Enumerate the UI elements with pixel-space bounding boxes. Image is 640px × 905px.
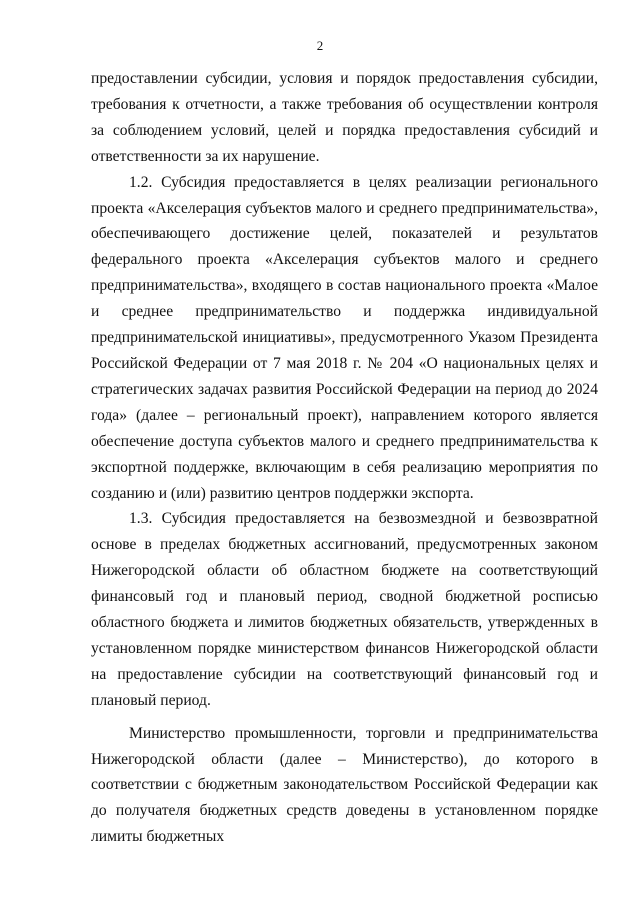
paragraph-1-2: 1.2. Субсидия предоставляется в целях реализации регионального проекта «Акселерация субъектов малого и среднего предпринимательства», обеспечивающего достижение целей, показателей и результатов федерального проекта «Акселерация субъектов малого и среднего предпринимательства», входящего в состав национального проекта «Малое и среднее предпринимательство и поддержка индивидуальной предпринимательской инициативы», предусмотренного Указом Президента Российской Федерации от 7 мая 2018 г. № 204 «О национальных целях и стратегических задачах развития Российской Федерации на период до 2024 года» (далее – региональный проект), направлением которого является обеспечение доступа субъектов малого и среднего предпринимательства к экспортной поддержке, включающим в себя реализацию мероприятия по созданию и (или) развитию центров поддержки экспорта. xyxy=(91,173,598,502)
paragraph-1-3: 1.3. Субсидия предоставляется на безвозмездной и безвозвратной основе в пределах бюджетных ассигнований, предусмотренных законом Нижегородской области об областном бюджете на соответствующий финансовый год и плановый период, сводной бюджетной росписью областного бюджета и лимитов бюджетных обязательств, утвержденных в установленном порядке министерством финансов Нижегородской области на предоставление субсидии на соответствующий финансовый год и плановый период. xyxy=(91,510,598,709)
page-number: 2 xyxy=(316,38,324,53)
paragraph-ministry: Министерство промышленности, торговли и предпринимательства Нижегородской области (далее – Министерство), до которого в соответствии с бюджетным законодательством Российской Федерации как до получателя бюджетных средств доведены в установленном порядке лимиты бюджетных xyxy=(91,724,598,846)
document-body xyxy=(91,66,598,850)
paragraph-continuation: предоставлении субсидии, условия и порядок предоставления субсидии, требования к отчетности, а также требования об осуществлении контроля за соблюдением условий, целей и порядка предоставления субсидий и ответственности за их нарушение. xyxy=(91,70,598,165)
